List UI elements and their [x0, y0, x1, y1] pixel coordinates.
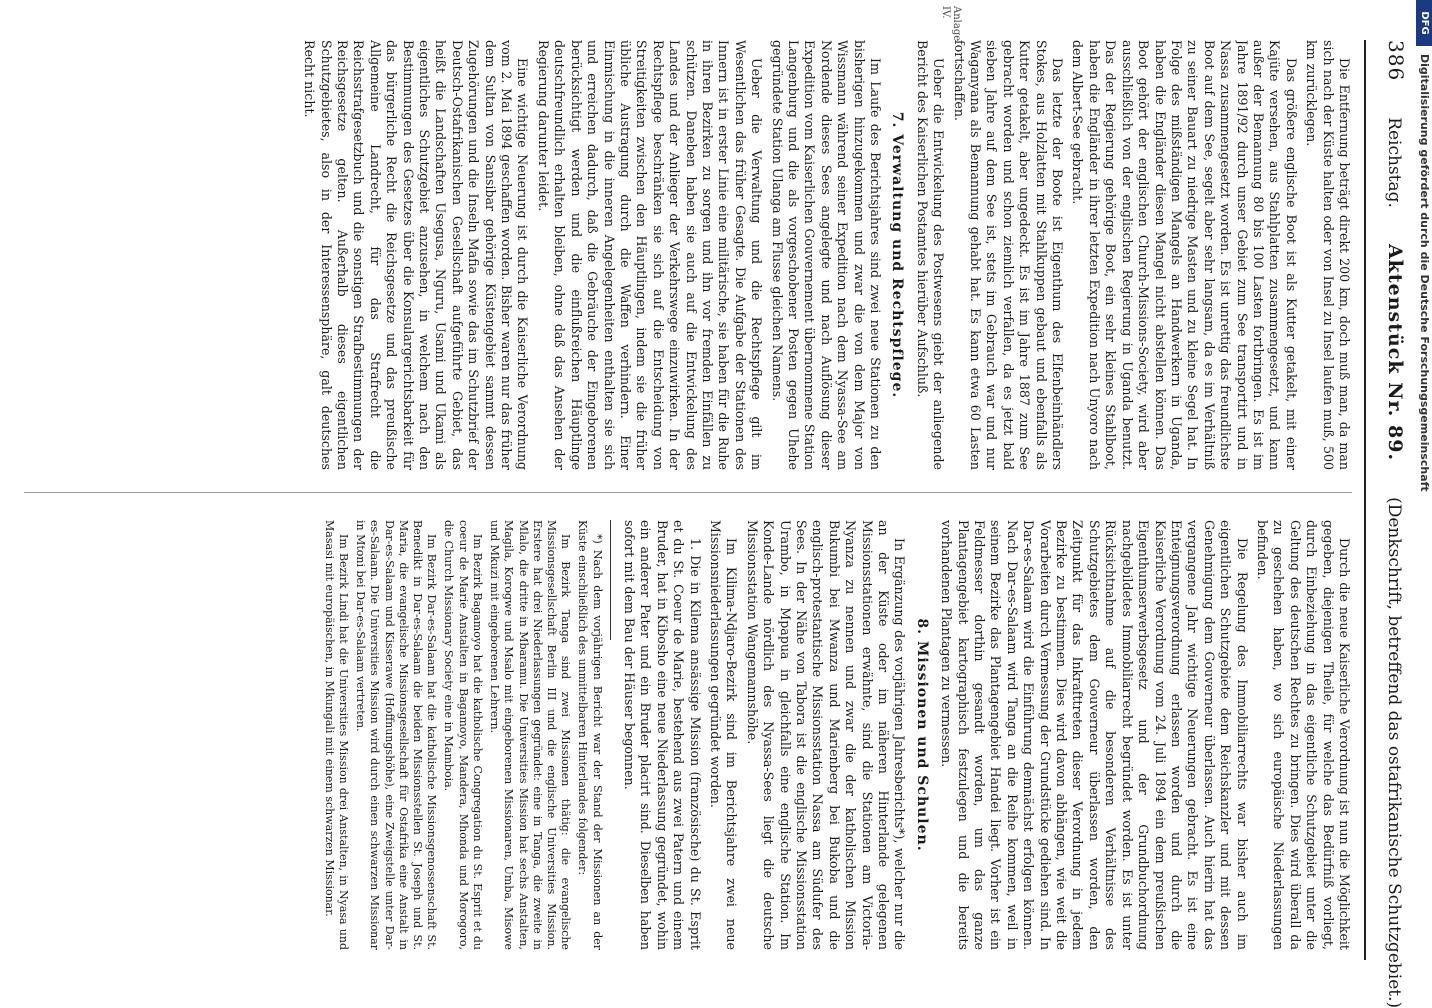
left-column	[20, 40, 1352, 470]
column-divider	[24, 492, 1352, 493]
section-heading: 7. Verwaltung und Rechtspflege.	[889, 111, 906, 399]
footnotes	[322, 520, 604, 950]
paragraph: Ueber die Entwickelung des Postwesens giebt der anliegende Bericht des Kaiserlichen Postamtes hierüber Aufschluß.	[914, 40, 947, 470]
dfg-logo: DFG	[1416, 0, 1432, 46]
running-header	[1370, 40, 1408, 1008]
header-rule	[1364, 40, 1366, 960]
footnote: *) Nach dem vorjährigen Bericht war der Stand der Missionen an der Küste einschließlich des unmittelbaren Hinterlandes folgender:	[576, 520, 604, 950]
margin-note: Anlage IV.	[940, 6, 962, 42]
footnote: Im Bezirk Tanga sind zwei Missionen thätig: die evangelische Missionsgesellschaft Berlin III und die englische Universities Mission. Erstere hat drei Niederlassungen gegründet: eine in Tanga, die zweite in Mlalo, die dritte in Mbaramu. Die Universities Mission hat sechs Anstalten, Magila, Korogwe und Msalo mit eingeborenen Missionaren, Umba, Misowe und Mkuzi mit eingeborenen Lehrern.	[488, 520, 573, 950]
footnote: Im Bezirk Lindi hat die Universities Mission drei Anstalten, in Nyasa und Masasi mit europäischen, in Mkungali mit einem schwarzen Missionar.	[322, 520, 351, 950]
paragraph: Im Laufe des Berichtsjahres sind zwei neue Stationen zu den bisherigen hinzugekommen und zwar die von dem Major von Wissmann während seiner Expedition nach dem Nyassa-See am Nordende dieses Sees angelegte und nach Auflösung dieser Expedition vom Kaiserlichen Gouvernement übernommene Station Langenburg und die als vorgeschobener Posten gegen Uhehe gegründete Station Ulanga am Flusse gleichen Namens.	[769, 40, 884, 470]
header-left: Reichstag.	[1384, 117, 1404, 208]
footnote: Im Bezirk Bagamoyo hat die katholische Congregation du St. Esprit et du coeur de Marie Anstalten in Bagamoyo, Mandera, Mhonda und Morogoro, die Church Missionary Society eine in Mamboia.	[442, 520, 484, 950]
paragraph: Die Regelung des Immobiliarrechts war bisher auch im eigentlichen Schutzgebiete dem Reichskanzler und mit dessen Genehmigung dem Gouverneur überlassen. Auch hierin hat das vergangene Jahr wichtige Neuerungen gebracht. Es ist eine Enteignungsverordnung erlassen worden und durch die Kaiserliche Verordnung vom 24. Juli 1894 ein dem preußischen Eigenthumserwerbsgesetz und der Grundbuchordnung nachgebildetes Immobiliarrecht begründet worden. Es ist unter Rücksichtnahme auf die besonderen Verhältnisse des Schutzgebietes dem Gouverneur überlassen worden, den Zeitpunkt für das Inkrafttreten dieser Verordnung in jedem Bezirke zu bestimmen. Dies wird davon abhängen, wie weit die Vorarbeiten durch Vermessung der Grundstücke gediehen sind. In Dar-es-Salaam wird die Einführung demnächst erfolgen können. Nach Dar-es-Salaam wird Tanga an die Reihe kommen, weil in seinem Bezirke das Plantagengebiet Handei liegt. Vorher ist ein Feldmesser dorthin gesandt worden, um das ganze Plantagengebiet kartographisch festzulegen und die bereits vorhandenen Plantagen zu vermessen.	[939, 520, 1250, 950]
digitization-credit: Digitalisierung gefördert durch die Deutsche Forschungsgemeinschaft	[1418, 54, 1431, 492]
paragraph: Das letzte der Boote ist Eigenthum des Elfenbeinhändlers Stokes, aus Holzlatten mit Stahlkuppen gebaut und ebenfalls als Kutter getakelt, aber ungedeckt. Es ist im Jahre 1887 zum See gebracht worden und schon ziemlich verfallen, da es jetzt bald sieben Jahre auf dem See ist, stets im Gebrauch war und nur Waganyana als Bemannung gehabt hat. Es kann etwa 60 Lasten fortschaffen.	[951, 40, 1066, 470]
right-column	[20, 520, 1352, 950]
paragraph: Eine wichtige Neuerung ist durch die Kaiserliche Verordnung vom 2. Mai 1894 geschaffen worden. Bisher waren nur das früher dem Sultan von Sansibar gehörige Küstengebiet sammt dessen Zugehörungen und die Inseln Mafia sowie das im Schutzbrief der Deutsch-Ostafrikanischen Gesellschaft aufgeführte Gebiet, das heißt die Landschaften Usegusa, Nguru, Usami und Ukami als eigentliches Schutzgebiet anzusehen, in welchem nach den Bestimmungen des Gesetzes über die Konsulargerichtsbarkeit für das bürgerliche Recht die Reichsgesetze und das preußische Allgemeine Landrecht, für das Strafrecht die Reichsstrafgesetzbuch und die sonstigen Strafbestimmungen der Reichsgesetze gelten. Außerhalb dieses eigentlichen Schutzgebietes, also in der Interessensphäre, galt deutsches Recht nicht.	[302, 40, 531, 470]
header-right: (Denkschrift, betreffend das ostafrikanische Schutzgebiet.)	[1384, 497, 1404, 1008]
header-center: Aktenstück Nr. 89.	[1384, 243, 1406, 462]
footnote-rule	[610, 520, 611, 640]
paragraph: Das größere englische Boot ist als Kutter getakelt, mit einer Kajüte versehen, aus Stahlplatten zusammengesetzt, und kann außer der Bemannung 80 bis 100 Lasten fortbringen. Es ist im Jahre 1891/92 durch unser Gebiet zum See transportirt und in Nassa zusammengesetzt worden. Es ist unrettig das freundlichste Boot auf dem See, segelt aber sehr langsam, da es im Verhältniß zu seiner Bauart zu niedrige Masten und zu kleine Segel hat. In Folge des mißständigen Mangels an Handwerkern in Uganda, haben die Engländer diesen Mangel nicht abstellen können. Das Boot gehört der englischen Church-Missions-Society, wird aber ausschließlich von der englischen Regierung in Uganda benutzt. Das der Regierung gehörige Boot, ein sehr kleines Stahlboot, haben die Engländer in ihrer letzten Expedition nach Unyoro nach dem Albert-See gebracht.	[1070, 40, 1299, 470]
paragraph: Ueber die Verwaltung und die Rechtspflege gilt im Wesentlichen das früher Gesagte. Die Aufgabe der Stationen des Innern ist in erster Linie eine militärische, sie haben für die Ruhe in ihren Bezirken zu sorgen und ihn vor fremden Einfällen zu schützen. Daneben haben sie auch auf die Entwickelung des Landes und der Anlieger der Verkehrswege einzuwirken. In der Rechtspflege beschränken sie sich auf die Entscheidung von Streitigkeiten zwischen den Häuptlingen, indem sie die früher übliche Austragung durch die Waffen verhindern. Einer Einmischung in die inneren Angelegenheiten enthalten sie sich und erreichen dadurch, daß die Gebräuche der Eingeborenen berücksichtigt werden und die einflußreichen Häuptlinge deutschfreundlich erhalten bleiben, ohne daß das Ansehen der Regierung darunter leidet.	[535, 40, 765, 470]
paragraph: Durch die neue Kaiserliche Verordnung ist nun die Möglichkeit gegeben, diejenigen Theile, für welche das Bedürfniß vorliegt, durch Einbeziehung in das eigentliche Schutzgebiet unter die Geltung des deutschen Rechtes zu bringen. Dies wird überall da zu geschehen haben, wo sich europäische Niederlassungen befinden.	[1254, 520, 1352, 950]
section-heading: 8. Missionen und Schulen.	[913, 618, 930, 852]
paragraph: Die Entfernung beträgt direkt 200 km, doch muß man, da man sich nach der Küste halten oder von Insel zu Insel laufen muß, 500 km zurücklegen.	[1304, 40, 1352, 470]
digitization-credit-strip	[1416, 0, 1432, 1000]
page-number: 386	[1384, 40, 1408, 82]
paragraph: 1. Die in Kilema ansässige Mission (französische) du St. Esprit et du St. Coeur de Marie, bestehend aus zwei Patern und einem Bruder, hat in Kibosho eine neue Niederlassung gegründet, wohin ein anderer Pater und ein Bruder placirt sind. Dieselben haben sofort mit dem Bau der Häuser begonnen.	[621, 520, 703, 950]
paragraph: Im Kilima-Ndjaro-Bezirk sind im Berichtsjahre zwei neue Missionsniederlassungen gegründet worden.	[707, 520, 740, 950]
footnote: Im Bezirk Dar-es-Salaam hat die katholische Missionsgenossenschaft St. Benedikt in Dar-es-Salaam die beiden Missionsstellen St. Joseph und St. Maria, die evangelische Missionsgesellschaft für Ostafrika eine Anstalt in Dar-es-Salaam und Kisserawe (Hoffnungshöhe), eine Zweigstelle unter Dar-es-Salaam. Die Universities Mission wird durch einen schwarzen Missionar in Mtoni bei Dar-es-Salaam vertreten.	[354, 520, 439, 950]
paragraph: In Ergänzung des vorjährigen Jahresberichts*), welcher nur die an der Küste oder im näheren Hinterlande gelegenen Missionsstationen erwähnte, sind die Stationen am Victoria-Nyanza zu nennen und zwar die der katholischen Mission Bukumbi bei Mwanza und Marienberg bei Bukoba und die englisch-protestantische Missionsstation Nassa am Südufer des Sees. In der Nähe von Tabora ist die englische Missionsstation Urambo, in Mpapua in gleichfalls eine englische Station. Im Konde-Lande nördlich des Nyassa-Sees liegt die deutsche Missionsstation Wangemannshöhe.	[744, 520, 908, 950]
